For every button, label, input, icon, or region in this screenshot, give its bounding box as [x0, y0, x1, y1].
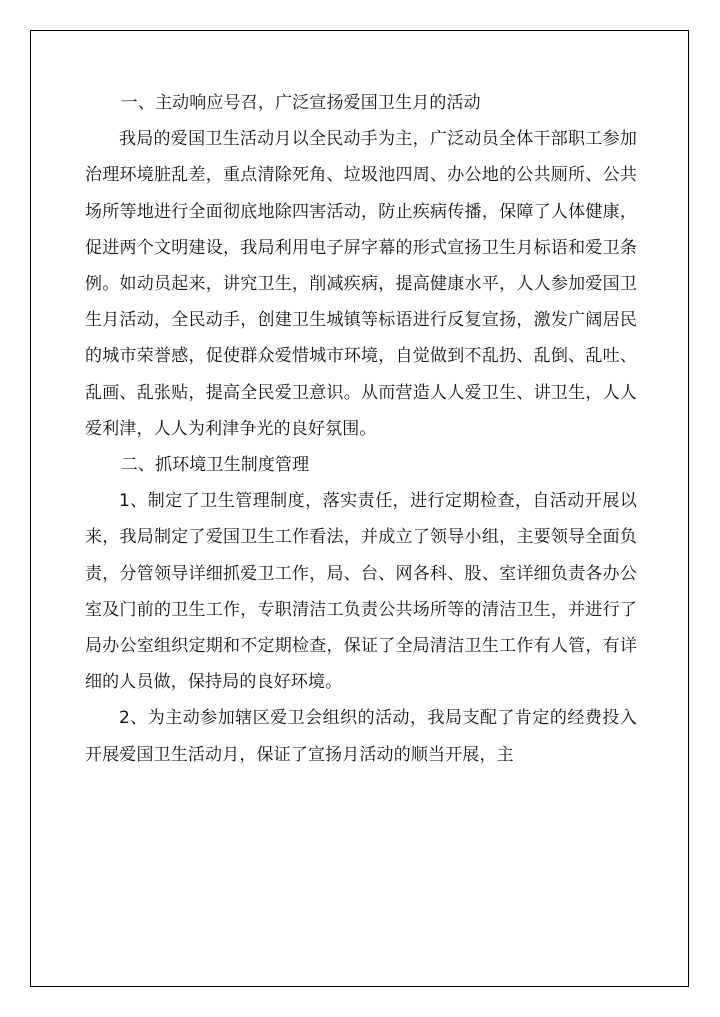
paragraph-3: 2、为主动参加辖区爱卫会组织的活动，我局支配了肯定的经费投入开展爱国卫生活动月，保证了宣扬月活动的顺当开展，主: [85, 708, 637, 765]
paragraph-2: 1、制定了卫生管理制度，落实责任，进行定期检查，自活动开展以来，我局制定了爱国卫生工作看法，并成立了领导小组，主要领导全面负责，分管领导详细抓爱卫工作，局、台、网各科、股、室详细负责各办公室及门前的卫生工作，专职清洁工负责公共场所等的清洁卫生，并进行了局办公室组织定期和不定期检查，保证了全局清洁卫生工作有人管，有详细的人员做，保持局的良好环境。: [85, 491, 637, 693]
section-heading-2: 二、抓环境卫生制度管理: [120, 455, 310, 476]
document-body: [85, 85, 637, 773]
paragraph-1: 我局的爱国卫生活动月以全民动手为主，广泛动员全体干部职工参加治理环境脏乱差，重点清除死角、垃圾池四周、办公地的公共厕所、公共场所等地进行全面彻底地除四害活动，防止疾病传播，保障了人体健康，促进两个文明建设，我局利用电子屏字幕的形式宣扬卫生月标语和爱卫条例。如动员起来，讲究卫生，削减疾病，提高健康水平，人人参加爱国卫生月活动，全民动手，创建卫生城镇等标语进行反复宣扬，激发广阔居民的城市荣誉感，促使群众爱惜城市环境，自觉做到不乱扔、乱倒、乱吐、乱画、乱张贴，提高全民爱卫意识。从而营造人人爱卫生、讲卫生，人人爱利津，人人为利津争光的良好氛围。: [85, 129, 637, 439]
section-heading-1: 一、主动响应号召，广泛宣扬爱国卫生月的活动: [120, 93, 481, 113]
